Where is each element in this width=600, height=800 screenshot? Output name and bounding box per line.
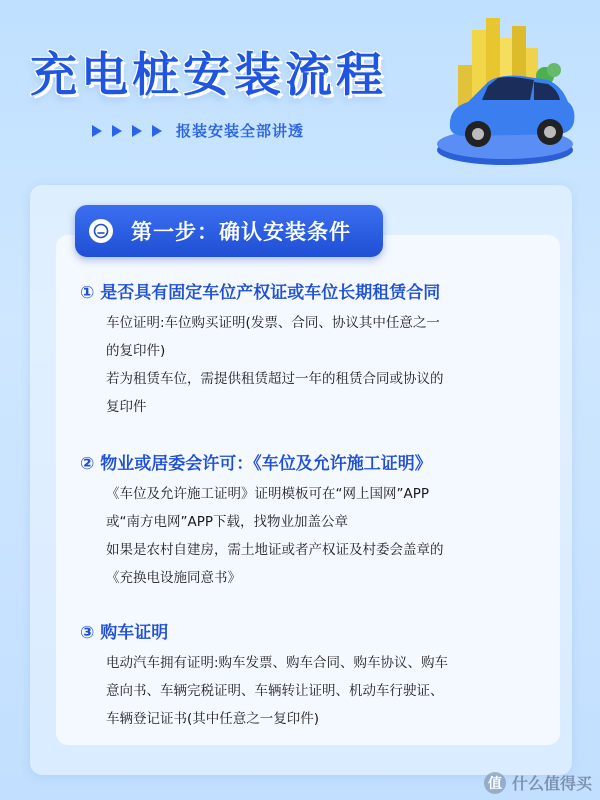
section-line: 若为租赁车位，需提供租赁超过一年的租赁合同或协议的	[106, 371, 444, 387]
section-line: 电动汽车拥有证明:购车发票、购车合同、购车协议、购车	[106, 655, 449, 671]
section-line: 如果是农村自建房，需土地证或者产权证及村委会盖章的	[106, 542, 444, 558]
triangle-arrow-icon	[132, 125, 142, 137]
section-line: 的复印件)	[106, 343, 166, 359]
section-line: 复印件	[106, 399, 147, 415]
watermark-logo-icon: 值	[484, 772, 506, 794]
section-body	[80, 309, 550, 421]
section-title: ① 是否具有固定车位产权证或车位长期租赁合同	[80, 283, 441, 303]
watermark	[484, 771, 592, 794]
section-body	[80, 649, 550, 733]
section-body	[80, 480, 550, 592]
section-line: 车位证明:车位购买证明(发票、合同、协议其中任意之一	[106, 315, 440, 331]
section-title: ② 物业或居委会许可：《车位及允许施工证明》	[80, 454, 432, 474]
page-subtitle: 报装安装全部讲透	[176, 122, 305, 140]
electric-car-illustration	[430, 10, 600, 175]
watermark-text: 什么值得买	[511, 774, 592, 793]
section-line: 《充换电设施同意书》	[106, 570, 241, 586]
step-header	[75, 205, 383, 257]
section-line: 意向书、车辆完税证明、车辆转让证明、机动车行驶证、	[106, 683, 444, 699]
section-purchase-proof	[80, 618, 550, 733]
triangle-arrow-icon	[152, 125, 162, 137]
triangle-arrow-icon	[92, 125, 102, 137]
page-title: 充电桩安装流程	[30, 48, 387, 103]
step-title: 第一步：确认安装条件	[131, 220, 351, 244]
step-minus-circle-icon	[89, 219, 113, 243]
section-line: 或“南方电网”APP下载，找物业加盖公章	[106, 514, 349, 530]
section-line: 《车位及允许施工证明》证明模板可在“网上国网”APP	[106, 486, 430, 502]
section-parking-proof	[80, 278, 550, 421]
section-line: 车辆登记证书(其中任意之一复印件)	[106, 711, 320, 727]
triangle-arrow-icon	[112, 125, 122, 137]
section-title: ③ 购车证明	[80, 623, 169, 643]
arrow-icons	[92, 125, 162, 137]
section-property-permit	[80, 449, 550, 592]
subtitle-row	[92, 120, 304, 141]
